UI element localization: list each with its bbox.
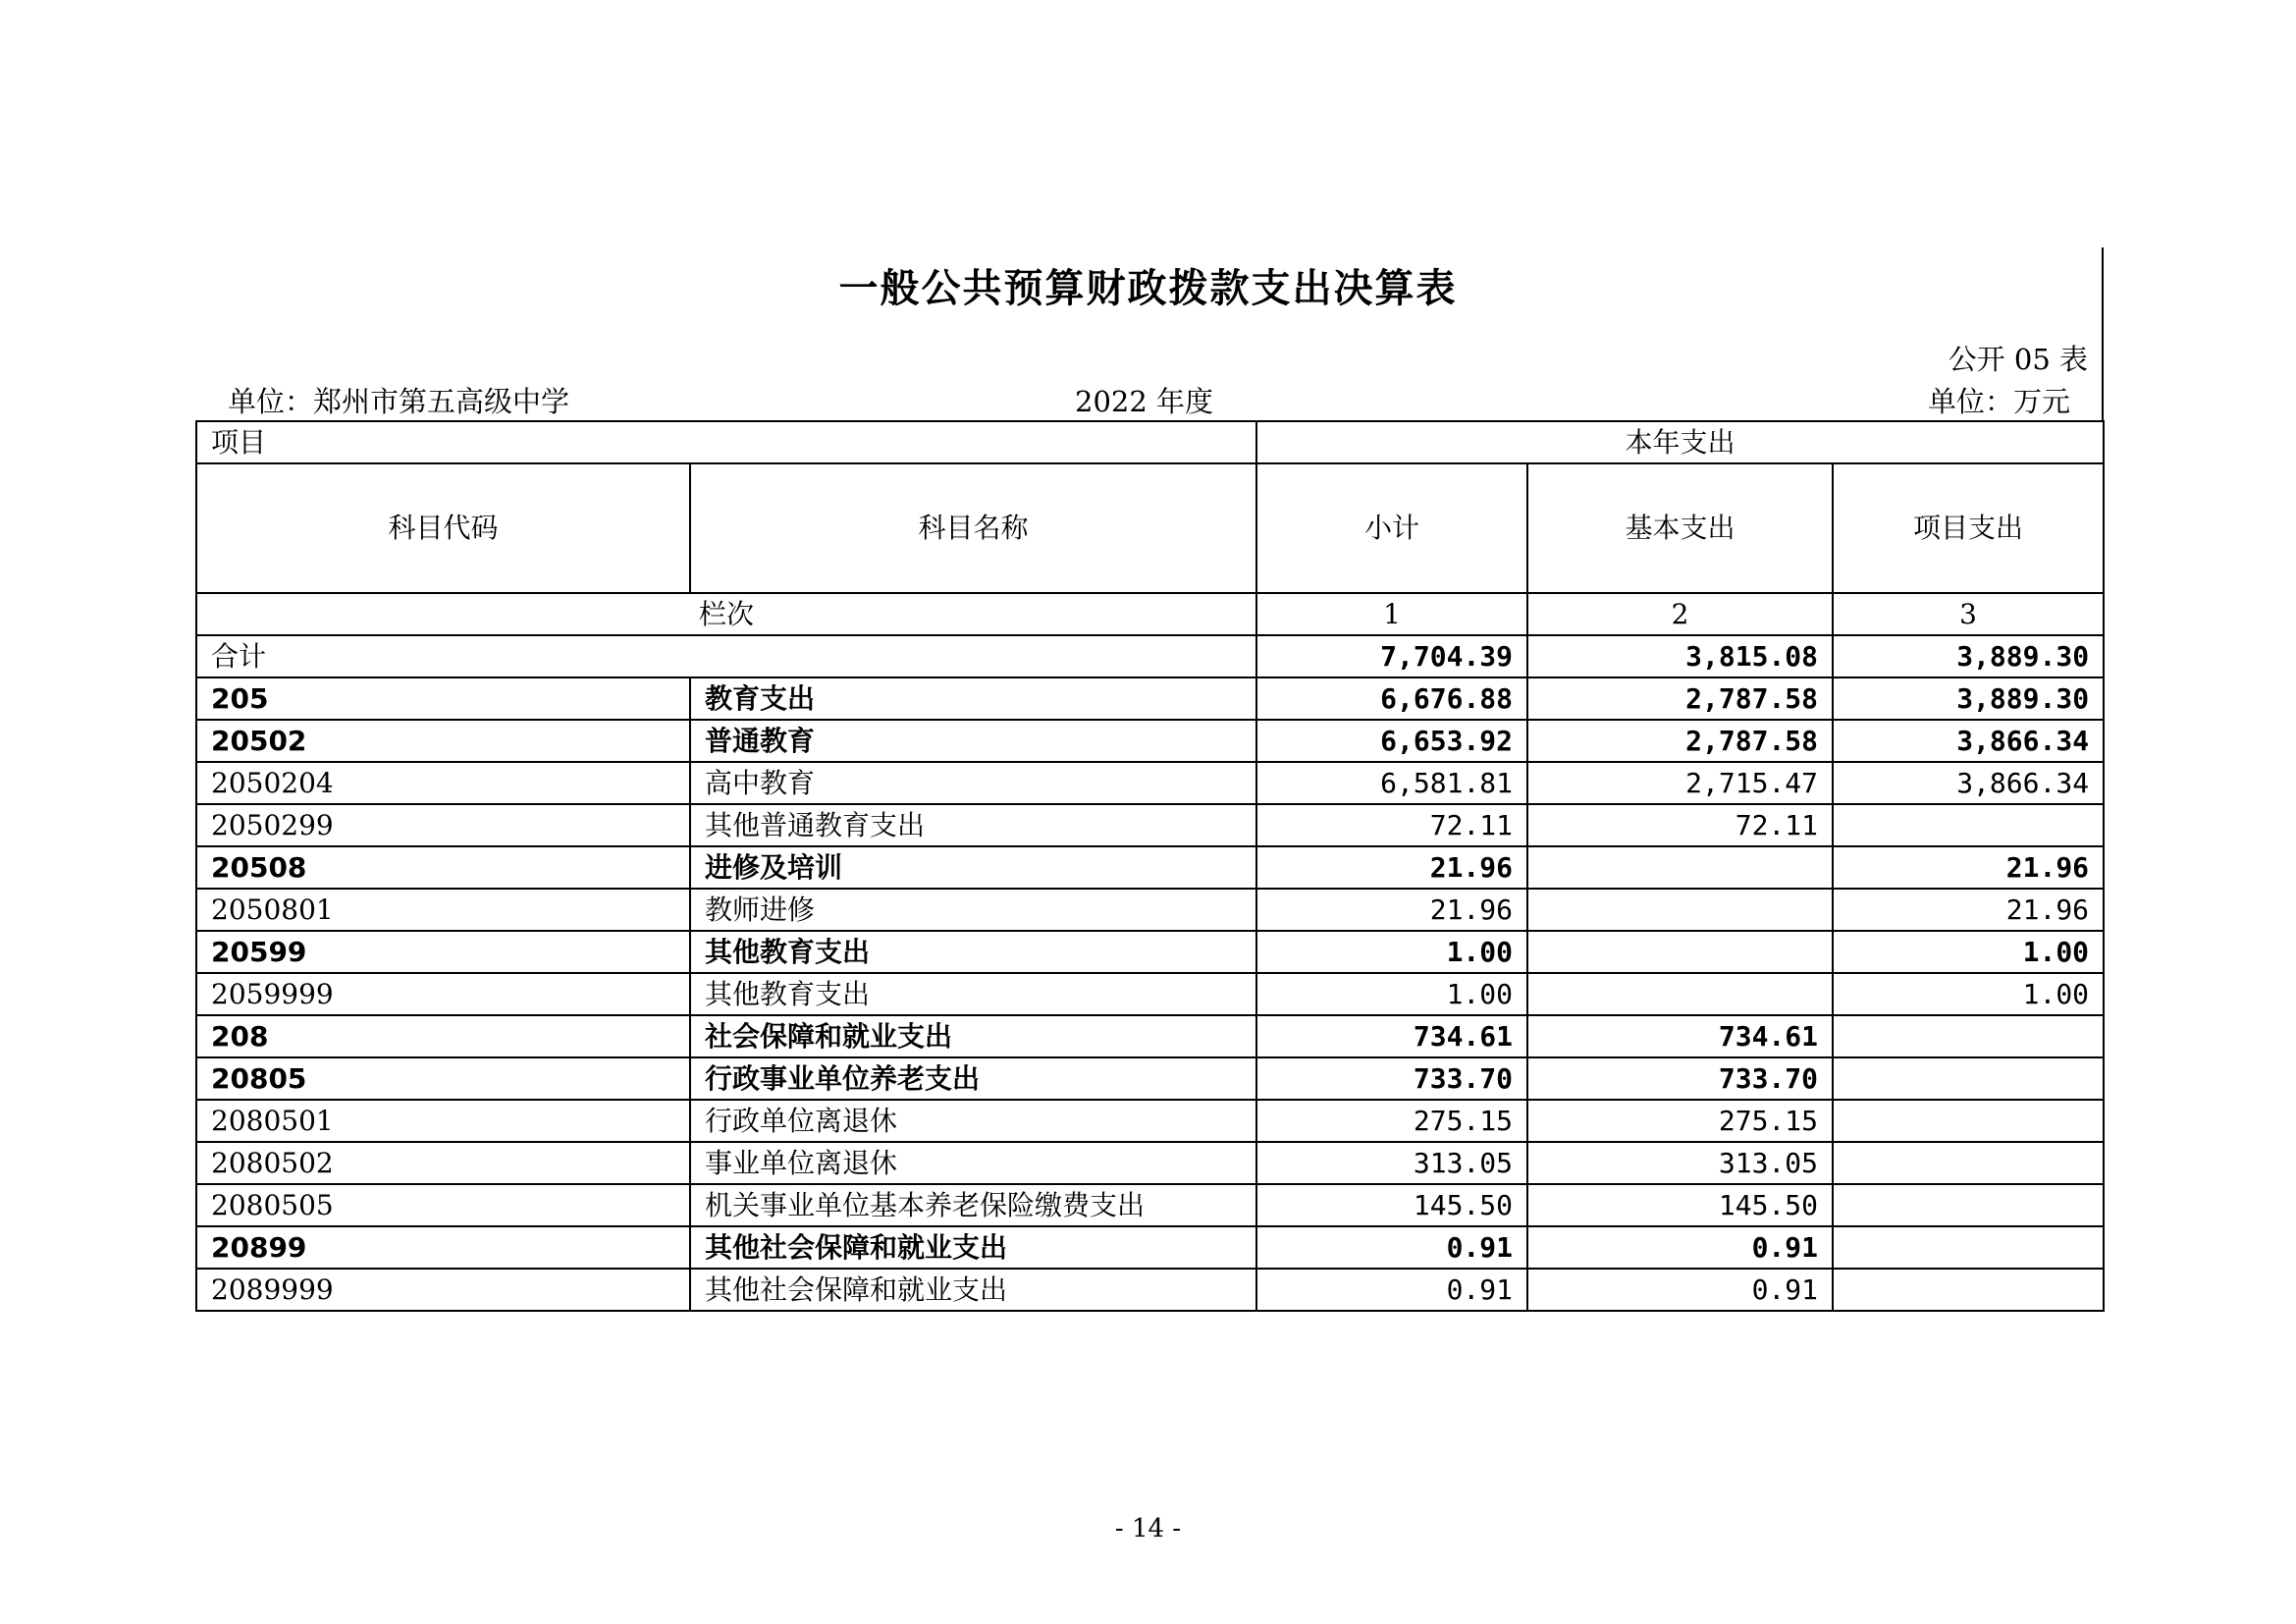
column-index-label: 栏次 (196, 593, 1256, 635)
row-code: 20599 (196, 931, 690, 973)
row-code: 205 (196, 677, 690, 720)
row-code: 20502 (196, 720, 690, 762)
row-subtotal: 145.50 (1256, 1184, 1527, 1226)
table-number: 公开 05 表 (1948, 343, 2088, 376)
table-row (196, 1015, 2104, 1057)
column-index-row (196, 593, 2104, 635)
header-name: 科目名称 (690, 463, 1256, 593)
row-code: 2089999 (196, 1269, 690, 1311)
total-row (196, 635, 2104, 677)
row-code: 20899 (196, 1226, 690, 1269)
row-item (1833, 1269, 2104, 1311)
total-item: 3,889.30 (1833, 635, 2104, 677)
row-name: 其他教育支出 (690, 931, 1256, 973)
row-code: 2080501 (196, 1100, 690, 1142)
table-row (196, 1142, 2104, 1184)
row-basic: 0.91 (1527, 1269, 1833, 1311)
table-row (196, 973, 2104, 1015)
row-item: 21.96 (1833, 889, 2104, 931)
row-code: 2050204 (196, 762, 690, 804)
row-subtotal: 733.70 (1256, 1057, 1527, 1100)
row-code: 2059999 (196, 973, 690, 1015)
row-basic: 275.15 (1527, 1100, 1833, 1142)
row-subtotal: 275.15 (1256, 1100, 1527, 1142)
row-subtotal: 1.00 (1256, 931, 1527, 973)
table-row (196, 889, 2104, 931)
unit-organization: 单位：郑州市第五高级中学 (228, 385, 570, 418)
row-subtotal: 734.61 (1256, 1015, 1527, 1057)
page-number: - 14 - (1114, 1514, 1182, 1543)
header-basic: 基本支出 (1527, 463, 1833, 593)
row-item: 1.00 (1833, 931, 2104, 973)
row-name: 教师进修 (690, 889, 1256, 931)
total-subtotal: 7,704.39 (1256, 635, 1527, 677)
row-name: 社会保障和就业支出 (690, 1015, 1256, 1057)
row-item (1833, 1057, 2104, 1100)
row-item (1833, 1100, 2104, 1142)
table-row (196, 804, 2104, 846)
table-row (196, 931, 2104, 973)
row-code: 208 (196, 1015, 690, 1057)
row-name: 其他教育支出 (690, 973, 1256, 1015)
column-index-1: 1 (1256, 593, 1527, 635)
total-label: 合计 (196, 635, 1256, 677)
row-subtotal: 0.91 (1256, 1226, 1527, 1269)
row-basic: 2,787.58 (1527, 677, 1833, 720)
unit-currency: 单位：万元 (1927, 385, 2070, 418)
row-code: 20508 (196, 846, 690, 889)
row-basic: 2,715.47 (1527, 762, 1833, 804)
row-code: 2050801 (196, 889, 690, 931)
header-expense: 本年支出 (1256, 421, 2104, 463)
row-item: 3,866.34 (1833, 762, 2104, 804)
row-name: 其他社会保障和就业支出 (690, 1226, 1256, 1269)
row-code: 2080502 (196, 1142, 690, 1184)
row-name: 进修及培训 (690, 846, 1256, 889)
total-basic: 3,815.08 (1527, 635, 1833, 677)
row-code: 2080505 (196, 1184, 690, 1226)
row-basic (1527, 889, 1833, 931)
row-name: 教育支出 (690, 677, 1256, 720)
row-subtotal: 6,676.88 (1256, 677, 1527, 720)
row-basic (1527, 973, 1833, 1015)
header-item: 项目支出 (1833, 463, 2104, 593)
row-item: 21.96 (1833, 846, 2104, 889)
column-index-2: 2 (1527, 593, 1833, 635)
table-row (196, 1100, 2104, 1142)
row-basic (1527, 846, 1833, 889)
row-basic: 313.05 (1527, 1142, 1833, 1184)
row-name: 行政单位离退休 (690, 1100, 1256, 1142)
row-subtotal: 6,581.81 (1256, 762, 1527, 804)
row-subtotal: 313.05 (1256, 1142, 1527, 1184)
row-name: 其他普通教育支出 (690, 804, 1256, 846)
row-name: 高中教育 (690, 762, 1256, 804)
row-basic (1527, 931, 1833, 973)
table-row (196, 1269, 2104, 1311)
table-row (196, 1057, 2104, 1100)
row-name: 机关事业单位基本养老保险缴费支出 (690, 1184, 1256, 1226)
row-item (1833, 1142, 2104, 1184)
row-subtotal: 1.00 (1256, 973, 1527, 1015)
row-name: 普通教育 (690, 720, 1256, 762)
expenditure-table (195, 420, 2105, 1312)
row-item (1833, 1184, 2104, 1226)
header-project: 项目 (196, 421, 1256, 463)
row-code: 20805 (196, 1057, 690, 1100)
row-name: 事业单位离退休 (690, 1142, 1256, 1184)
row-basic: 72.11 (1527, 804, 1833, 846)
row-item: 3,889.30 (1833, 677, 2104, 720)
row-item (1833, 804, 2104, 846)
table-row (196, 720, 2104, 762)
row-subtotal: 21.96 (1256, 846, 1527, 889)
table-row (196, 677, 2104, 720)
column-index-3: 3 (1833, 593, 2104, 635)
header-subtotal: 小计 (1256, 463, 1527, 593)
header-divider-line (2102, 247, 2104, 420)
row-subtotal: 0.91 (1256, 1269, 1527, 1311)
table-row (196, 846, 2104, 889)
header-row-top (196, 421, 2104, 463)
row-basic: 145.50 (1527, 1184, 1833, 1226)
row-subtotal: 72.11 (1256, 804, 1527, 846)
row-name: 行政事业单位养老支出 (690, 1057, 1256, 1100)
row-code: 2050299 (196, 804, 690, 846)
header-code: 科目代码 (196, 463, 690, 593)
row-basic: 733.70 (1527, 1057, 1833, 1100)
table-row (196, 762, 2104, 804)
row-item: 3,866.34 (1833, 720, 2104, 762)
row-subtotal: 6,653.92 (1256, 720, 1527, 762)
fiscal-year: 2022 年度 (1075, 385, 1214, 418)
row-name: 其他社会保障和就业支出 (690, 1269, 1256, 1311)
row-subtotal: 21.96 (1256, 889, 1527, 931)
row-basic: 734.61 (1527, 1015, 1833, 1057)
row-basic: 0.91 (1527, 1226, 1833, 1269)
row-item (1833, 1226, 2104, 1269)
header-row-columns (196, 463, 2104, 593)
row-item (1833, 1015, 2104, 1057)
table-row (196, 1184, 2104, 1226)
page-title: 一般公共预算财政拨款支出决算表 (838, 266, 1458, 311)
table-row (196, 1226, 2104, 1269)
row-item: 1.00 (1833, 973, 2104, 1015)
row-basic: 2,787.58 (1527, 720, 1833, 762)
table-body (196, 421, 2104, 1311)
